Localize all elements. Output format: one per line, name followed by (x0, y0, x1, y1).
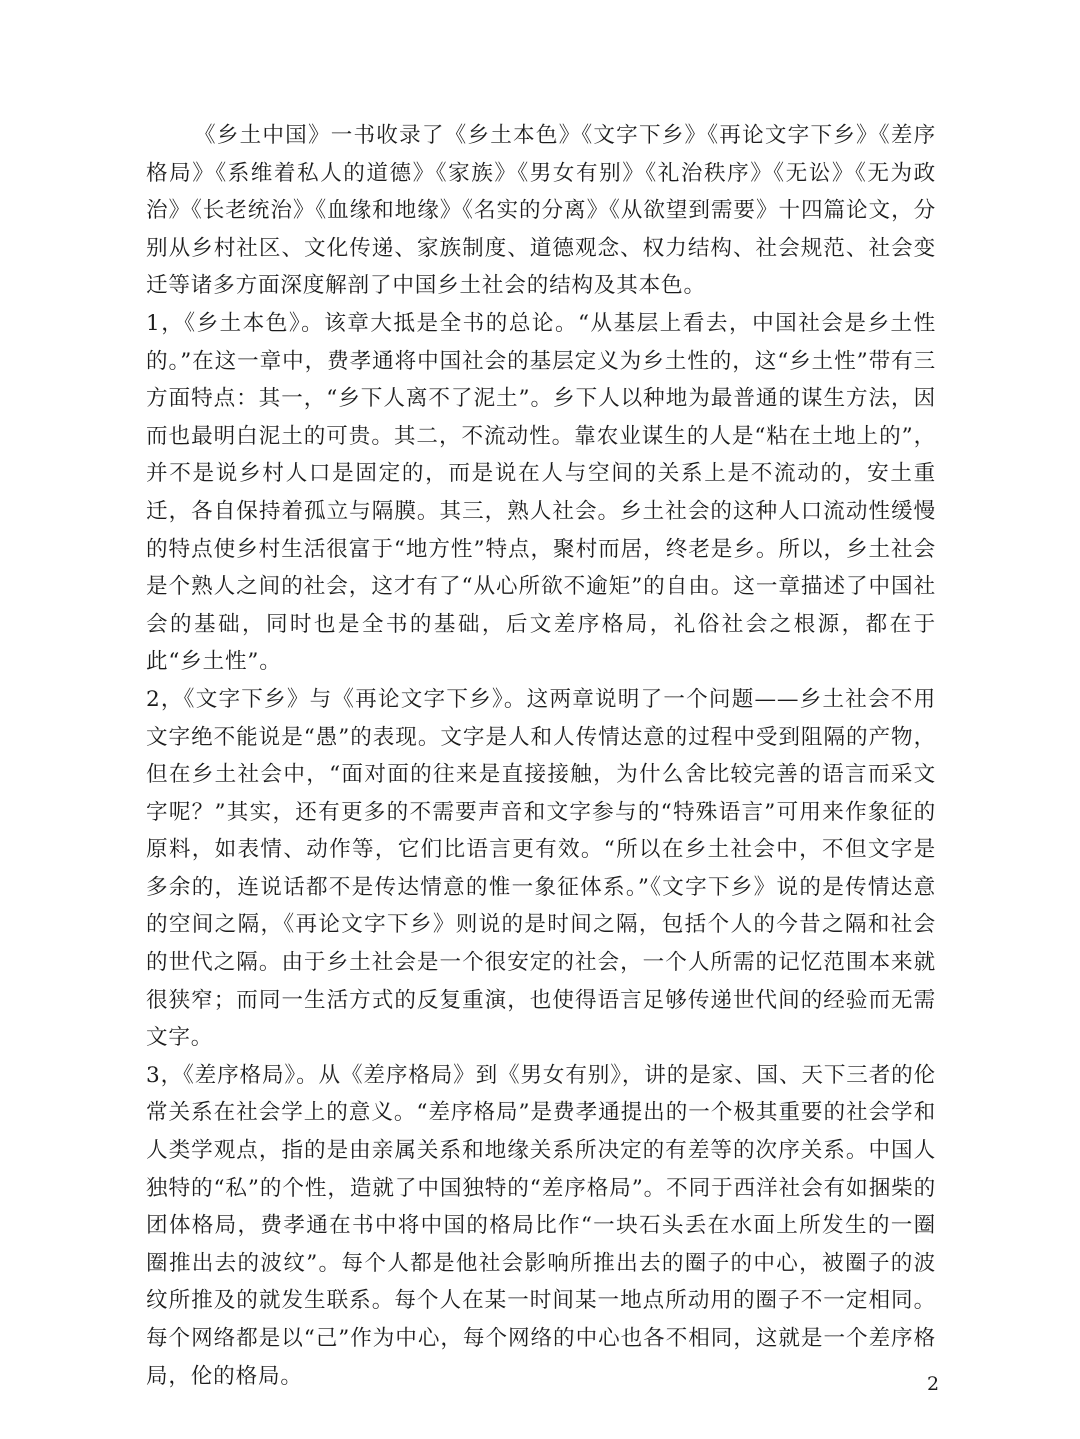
section-3-paragraph: 3，《差序格局》。从《差序格局》到《男女有别》，讲的是家、国、天下三者的伦常关系在社会学上的意义。“差序格局”是费孝通提出的一个极其重要的社会学和人类学观点，指的是由亲属关系和地缘关系所决定的有差等的次序关系。中国人独特的“私”的个性，造就了中国独特的“差序格局”。不同于西洋社会有如捆柴的团体格局，费孝通在书中将中国的格局比作“一块石头丢在水面上所发生的一圈圈推出去的波纹”。每个人都是他社会影响所推出去的圈子的中心，被圈子的波纹所推及的就发生联系。每个人在某一时间某一地点所动用的圈子不一定相同。每个网络都是以“己”作为中心，每个网络的中心也各不相同，这就是一个差序格局，伦的格局。 (146, 1062, 936, 1389)
page-number: 2 (926, 1373, 940, 1395)
section-2-paragraph: 2，《文字下乡》与《再论文字下乡》。这两章说明了一个问题——乡土社会不用文字绝不能说是“愚”的表现。文字是人和人传情达意的过程中受到阻隔的产物，但在乡土社会中，“面对面的往来是直接接触，为什么舍比较完善的语言而采文字呢？”其实，还有更多的不需要声音和文字参与的“特殊语言”可用来作象征的原料，如表情、动作等，它们比语言更有效。“所以在乡土社会中，不但文字是多余的，连说话都不是传达情意的惟一象征体系。”《文字下乡》说的是传情达意的空间之隔，《再论文字下乡》则说的是时间之隔，包括个人的今昔之隔和社会的世代之隔。由于乡土社会是一个很安定的社会，一个人所需的记忆范围本来就很狭窄；而同一生活方式的反复重演，也使得语言足够传递世代间的经验而无需文字。 (146, 686, 936, 1051)
intro-paragraph: 《乡土中国》一书收录了《乡土本色》《文字下乡》《再论文字下乡》《差序格局》《系维着私人的道德》《家族》《男女有别》《礼治秩序》《无讼》《无为政治》《长老统治》《血缘和地缘》《名实的分离》《从欲望到需要》十四篇论文，分别从乡村社区、文化传递、家族制度、道德观念、权力结构、社会规范、社会变迁等诸多方面深度解剖了中国乡土社会的结构及其本色。 (146, 123, 936, 299)
document-body (146, 117, 936, 1395)
section-1-paragraph: 1，《乡土本色》。该章大抵是全书的总论。“从基层上看去，中国社会是乡土性的。”在这一章中，费孝通将中国社会的基层定义为乡土性的，这“乡土性”带有三方面特点：其一，“乡下人离不了泥土”。乡下人以种地为最普通的谋生方法，因而也最明白泥土的可贵。其二，不流动性。靠农业谋生的人是“粘在土地上的”，并不是说乡村人口是固定的，而是说在人与空间的关系上是不流动的，安土重迁，各自保持着孤立与隔膜。其三，熟人社会。乡土社会的这种人口流动性缓慢的特点使乡村生活很富于“地方性”特点，聚村而居，终老是乡。所以，乡土社会是个熟人之间的社会，这才有了“从心所欲不逾矩”的自由。这一章描述了中国社会的基础，同时也是全书的基础，后文差序格局，礼俗社会之根源，都在于此“乡土性”。 (146, 310, 936, 675)
